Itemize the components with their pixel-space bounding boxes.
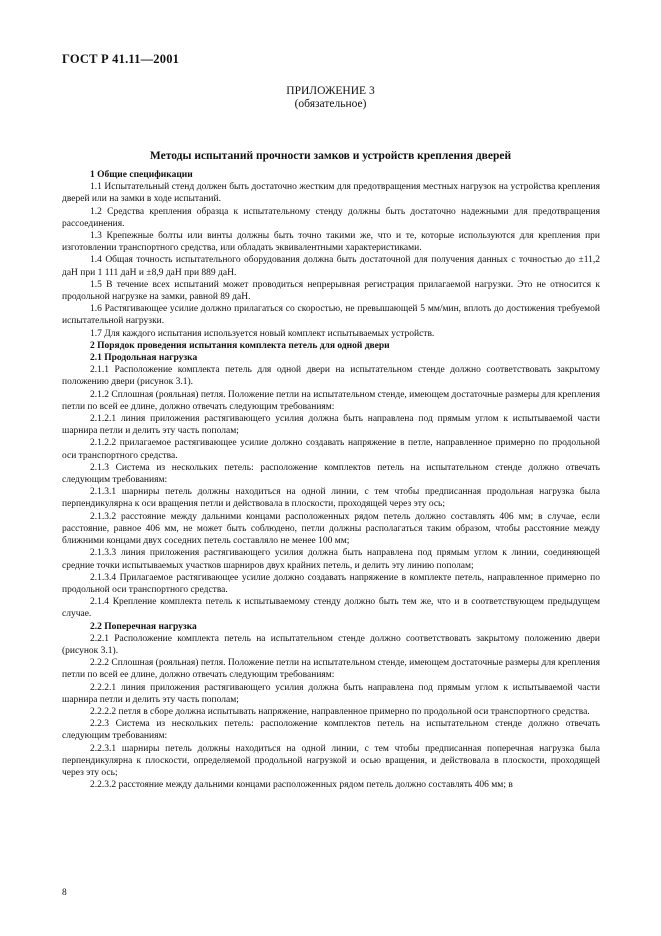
paragraph: 2.1.3.1 шарниры петель должны находиться на одной линии, с тем чтобы предписанная продольная нагрузка была перпендикулярна к оси вращения петли и действовала в плоскости, проходящей через эту ось; (62, 487, 600, 510)
paragraph: 2.2.2 Сплошная (рояльная) петля. Положение петли на испытательном стенде, имеющем достаточные размеры для крепления петли по всей ее длине, должно отвечать следующим требованиям: (62, 658, 600, 681)
appendix-heading (0, 85, 661, 111)
paragraph: 2.2.2.2 петля в сборе должна испытывать напряжение, направленное примерно по продольной оси транспортного средства. (90, 706, 590, 717)
document-code: ГОСТ Р 41.11—2001 (62, 52, 180, 66)
paragraph: 2.1.3 Система из нескольких петель: расположение комплектов петель на испытательном стенде должно отвечать следующим требованиям: (62, 462, 600, 486)
paragraph: 1.5 В течение всех испытаний может проводиться непрерывная регистрация прилагаемой нагрузки. Это не относится к продольной нагрузке на замки, равной 89 даН. (62, 279, 600, 303)
paragraph: 2.2.3.2 расстояние между дальними концами расположенных рядом петель должно составлять 406 мм; в (90, 780, 513, 791)
paragraph: 2.2.3 Система из нескольких петель: расположение комплектов петель на испытательном стенде должно отвечать следующим требованиям: (62, 719, 600, 742)
paragraph: 1.4 Общая точность испытательного оборудования должна быть достаточной для получения данных с точностью до ±11,2 даН при 1 111 даН и ±8,9 даН при 889 даН. (62, 255, 600, 278)
paragraph: 1.2 Средства крепления образца к испытательному стенду должны быть достаточно надежными для предотвращения рассоединения. (62, 206, 600, 229)
document-body (62, 169, 600, 791)
paragraph: 1.1 Испытательный стенд должен быть достаточно жестким для предотвращения местных нагрузок на устройства крепления дверей или на замки в ходе испытаний. (62, 182, 600, 205)
paragraph: 1.6 Растягивающее усилие должно прилагаться со скоростью, не превышающей 5 мм/мин, вплоть до достижения требуемой испытательной нагрузки. (62, 304, 600, 327)
paragraph: 2.1.3.4 Прилагаемое растягивающее усилие должно создавать напряжение в комплекте петель, направленное примерно по продольной оси транспортного средства. (62, 572, 600, 595)
paragraph: 2.2.2.1 линия приложения растягивающего усилия должна быть направлена под прямым углом к испытываемой части шарнира петли и делить эту часть пополам; (62, 682, 600, 705)
page-number: 8 (62, 888, 67, 898)
section-heading: 2.2 Поперечная нагрузка (90, 621, 197, 632)
paragraph: 2.1.2 Сплошная (рояльная) петля. Положение петли на испытательном стенде, имеющем достаточные размеры для крепления петли по всей ее длине, должно отвечать следующим требованиям: (62, 389, 600, 412)
paragraph: 1.3 Крепежные болты или винты должны быть точно такими же, что и те, которые используются для крепления при изготовлении транспортного средства, или обладать эквивалентными характеристиками. (62, 231, 600, 254)
section-title: Методы испытаний прочности замков и устройств крепления дверей (149, 150, 512, 162)
section-heading: 2.1 Продольная нагрузка (90, 353, 198, 364)
section-heading: 2 Порядок проведения испытания комплекта петель для одной двери (90, 340, 390, 351)
appendix-note: (обязательное) (294, 98, 367, 110)
paragraph: 2.2.3.1 шарниры петель должны находиться на одной линии, с тем чтобы предписанная поперечная нагрузка была перпендикулярна к плоскости, определяемой продольной нагрузкой и осью вращения, и действовала в плоскости, проходящей через эту ось; (62, 743, 600, 778)
paragraph: 2.1.3.2 расстояние между дальними концами расположенных рядом петель должно составлять 406 мм; в случае, если расстояние, равное 406 мм, не может быть соблюдено, петли должны располагаться таким образом, чтобы расстояние между ближними концами двух соседних петель составляло не менее 100 мм; (62, 511, 600, 547)
paragraph: 2.2.1 Расположение комплекта петель на испытательном стенде должно соответствовать закрытому положению двери (рисунок 3.1). (62, 633, 600, 656)
paragraph: 2.1.3.3 линия приложения растягивающего усилия должна быть направлена под прямым углом к линии, соединяющей средние точки испытываемых участков шарниров двух крайних петель, и делить эту линию пополам; (62, 548, 600, 571)
paragraph: 2.1.2.1 линия приложения растягивающего усилия должна быть направлена под прямым углом к испытываемой части шарнира петли и делить эту часть пополам; (62, 414, 600, 437)
paragraph: 2.1.1 Расположение комплекта петель для одной двери на испытательном стенде должно соответствовать закрытому положению двери (рисунок 3.1). (62, 365, 600, 388)
paragraph: 2.1.4 Крепление комплекта петель к испытываемому стенду должно быть тем же, что и в соответствующем предыдущем случае. (62, 597, 600, 620)
paragraph: 1.7 Для каждого испытания используется новый комплект испытываемых устройств. (90, 328, 435, 339)
paragraph: 2.1.2.2 прилагаемое растягивающее усилие должно создавать напряжение в петле, направленное примерно по продольной оси транспортного средства. (62, 438, 600, 461)
section-heading: 1 Общие спецификации (90, 170, 193, 180)
appendix-label: ПРИЛОЖЕНИЕ 3 (286, 85, 375, 97)
